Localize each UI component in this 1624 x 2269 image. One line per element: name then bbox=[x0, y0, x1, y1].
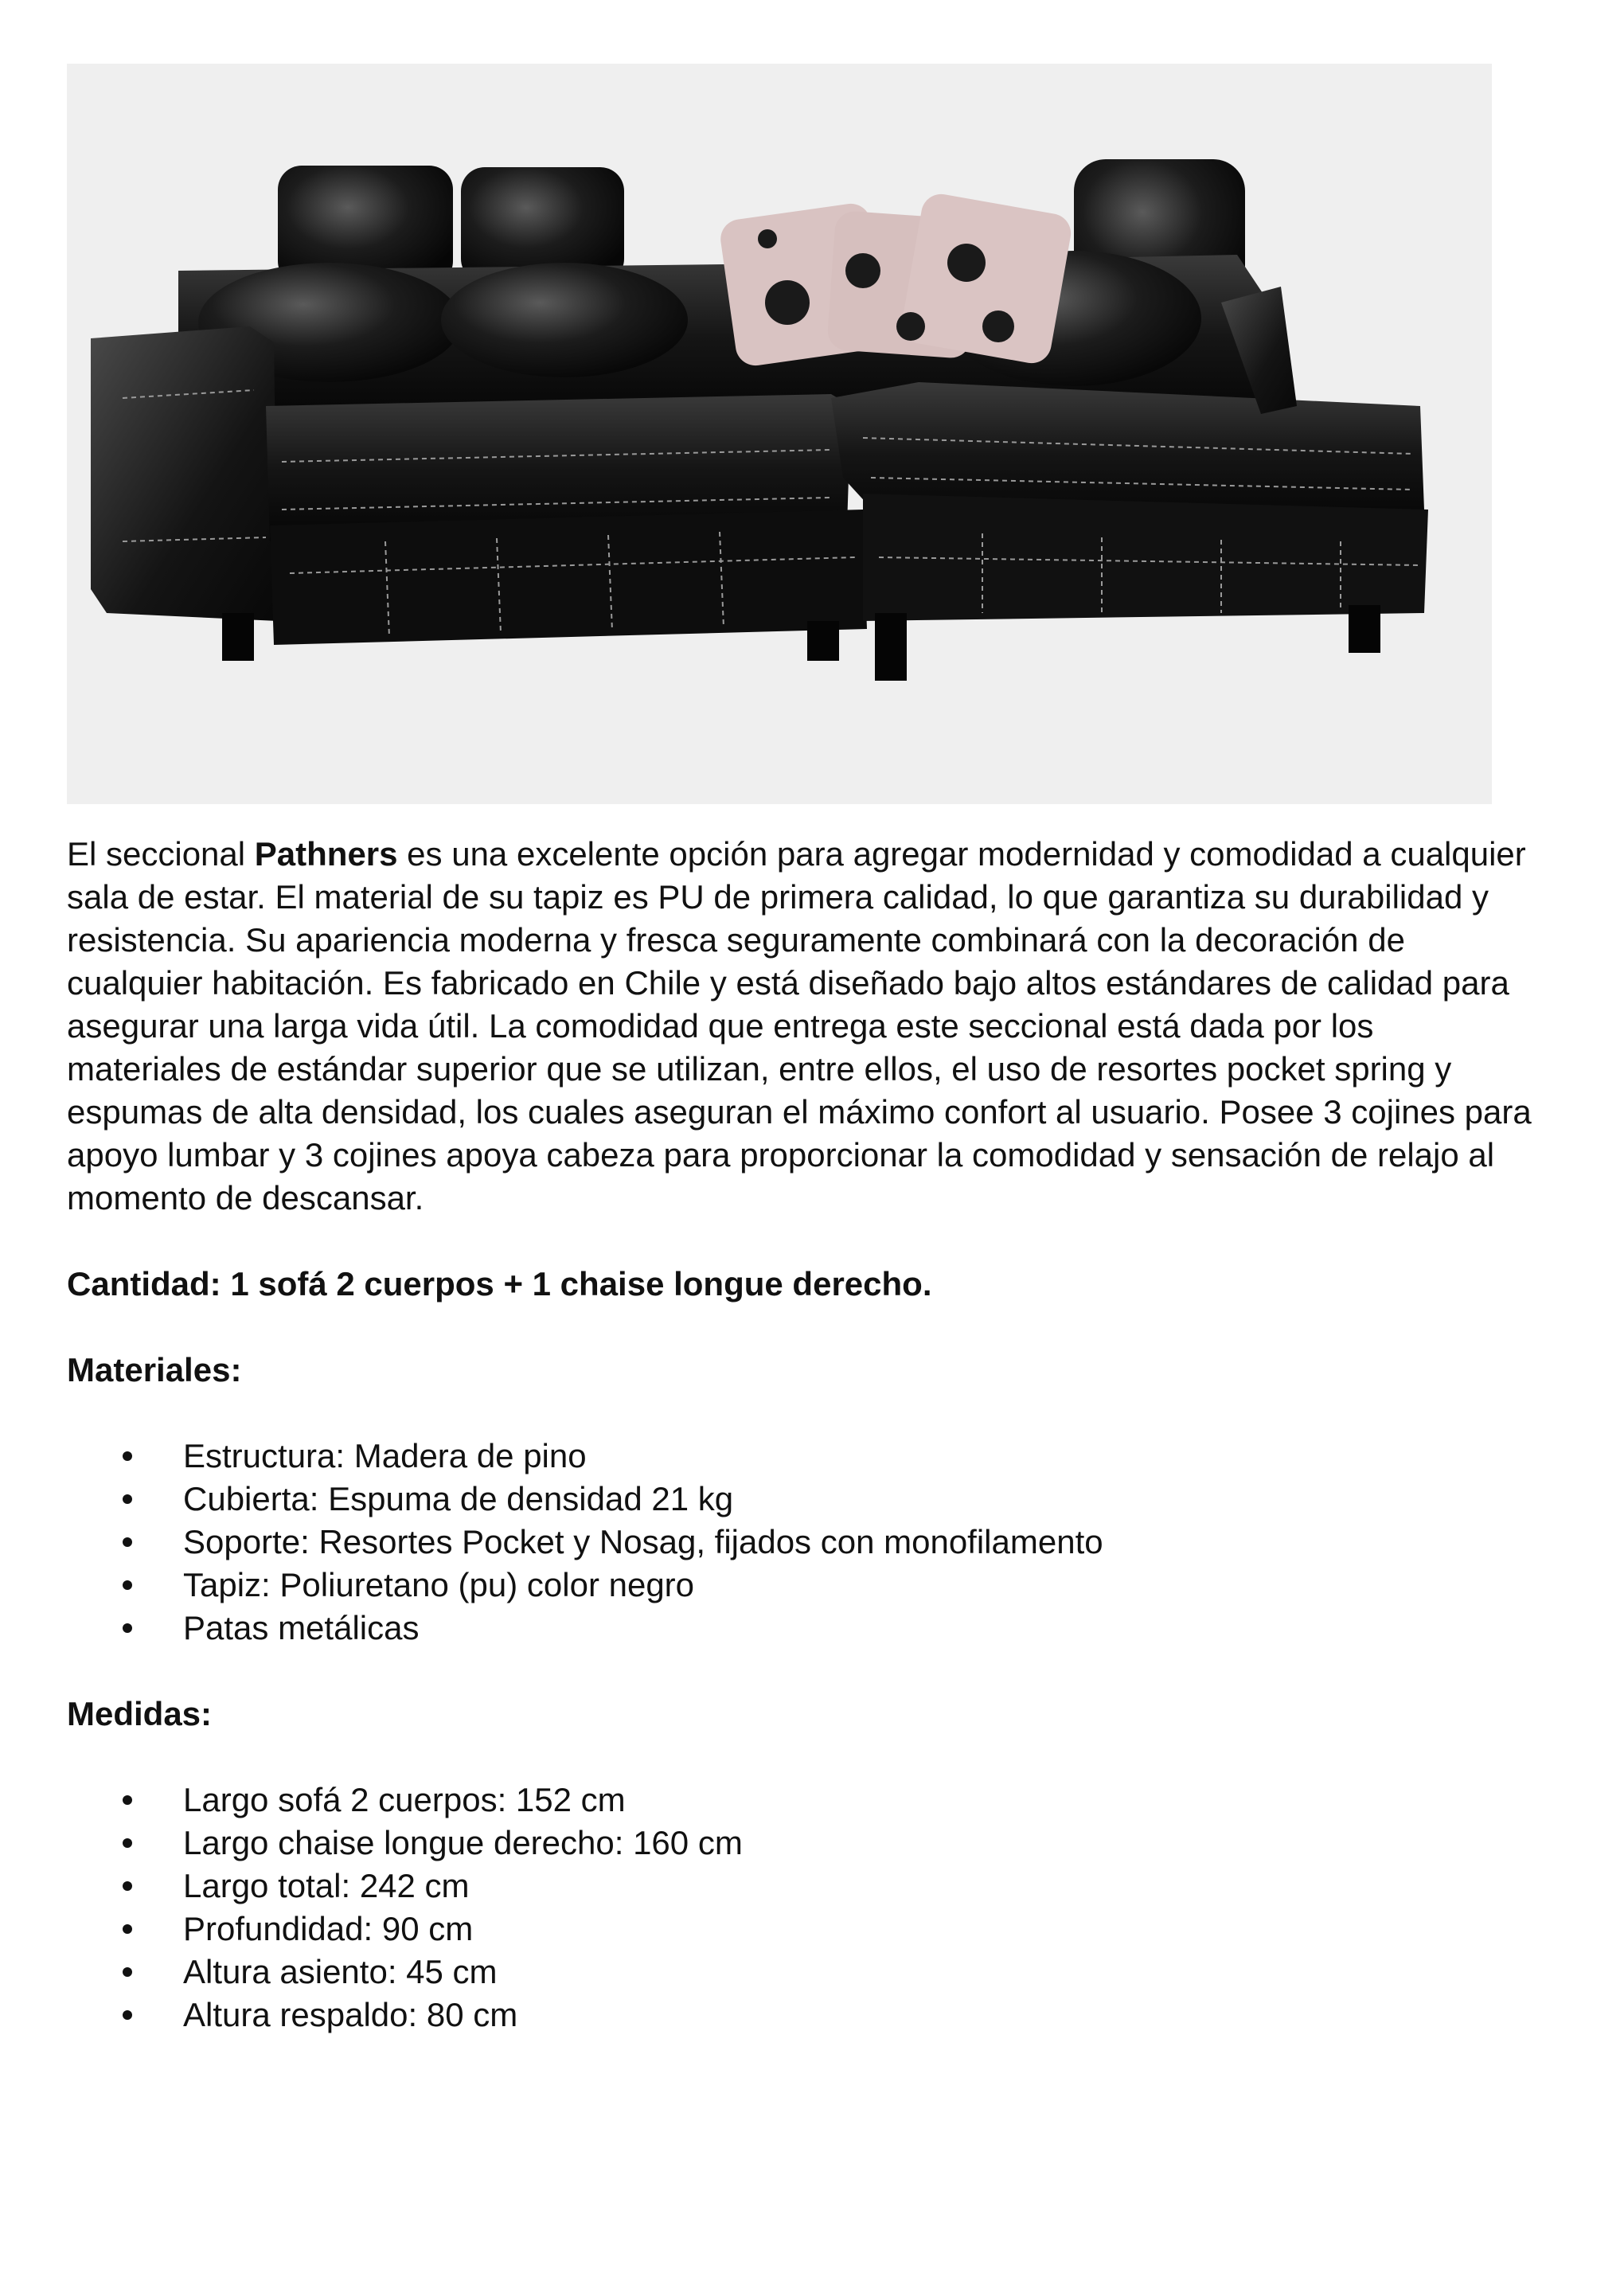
product-photo bbox=[67, 64, 1492, 804]
list-item bbox=[67, 1951, 1532, 1994]
list-item-text: Largo total: 242 cm bbox=[183, 1867, 470, 1904]
list-item bbox=[67, 1435, 1532, 1478]
list-item-text: Altura respaldo: 80 cm bbox=[183, 1996, 518, 2033]
list-item-text: Tapiz: Poliuretano (pu) color negro bbox=[183, 1566, 695, 1603]
list-item bbox=[67, 1521, 1532, 1564]
measures-list bbox=[67, 1779, 1532, 2037]
measures-heading: Medidas: bbox=[67, 1695, 213, 1732]
bullet-icon bbox=[123, 1494, 132, 1504]
list-item-text: Soporte: Resortes Pocket y Nosag, fijados con monofilamento bbox=[183, 1523, 1103, 1560]
product-description bbox=[67, 833, 1532, 2037]
list-item bbox=[67, 1607, 1532, 1650]
materials-heading: Materiales: bbox=[67, 1351, 242, 1388]
list-item bbox=[67, 1865, 1532, 1908]
bullet-icon bbox=[123, 1924, 132, 1934]
bullet-icon bbox=[123, 1881, 132, 1891]
list-item-text: Largo chaise longue derecho: 160 cm bbox=[183, 1824, 743, 1861]
list-item bbox=[67, 1994, 1532, 2037]
bullet-icon bbox=[123, 2010, 132, 2020]
brand-name: Pathners bbox=[254, 835, 398, 873]
bullet-icon bbox=[123, 1838, 132, 1848]
list-item bbox=[67, 1908, 1532, 1951]
bullet-icon bbox=[123, 1537, 132, 1547]
bullet-icon bbox=[123, 1451, 132, 1461]
bullet-icon bbox=[123, 1623, 132, 1633]
list-item bbox=[67, 1779, 1532, 1822]
list-item bbox=[67, 1822, 1532, 1865]
description-paragraph bbox=[67, 833, 1532, 1220]
bullet-icon bbox=[123, 1795, 132, 1805]
list-item-text: Cubierta: Espuma de densidad 21 kg bbox=[183, 1480, 734, 1517]
sectional-sofa-photo bbox=[67, 64, 1492, 804]
description-body: es una excelente opción para agregar modernidad y comodidad a cualquier sala de estar. El material de su tapiz es PU de primera calidad, lo que garantiza su durabilidad y resistencia. Su apariencia moderna y fresca seguramente combinará con la decoración de cualquier habitación. Es fabricado en Chile y está diseñado bajo altos estándares de calidad para asegurar una larga vida útil. La comodidad que entrega este seccional está dada por los materiales de estándar superior que se utilizan, entre ellos, el uso de resortes pocket spring y espumas de alta densidad, los cuales aseguran el máximo confort al usuario. Posee 3 cojines para apoyo lumbar y 3 cojines apoya cabeza para proporcionar la comodidad y sensación de relajo al momento de descansar. bbox=[67, 835, 1532, 1217]
list-item-text: Estructura: Madera de pino bbox=[183, 1437, 587, 1474]
list-item bbox=[67, 1564, 1532, 1607]
list-item-text: Altura asiento: 45 cm bbox=[183, 1953, 498, 1990]
list-item-text: Patas metálicas bbox=[183, 1609, 420, 1646]
quantity-line: Cantidad: 1 sofá 2 cuerpos + 1 chaise longue derecho. bbox=[67, 1265, 932, 1302]
list-item-text: Largo sofá 2 cuerpos: 152 cm bbox=[183, 1781, 626, 1818]
list-item-text: Profundidad: 90 cm bbox=[183, 1910, 474, 1947]
bullet-icon bbox=[123, 1580, 132, 1590]
description-intro: El seccional bbox=[67, 835, 255, 873]
list-item bbox=[67, 1478, 1532, 1521]
materials-list bbox=[67, 1435, 1532, 1650]
bullet-icon bbox=[123, 1967, 132, 1977]
